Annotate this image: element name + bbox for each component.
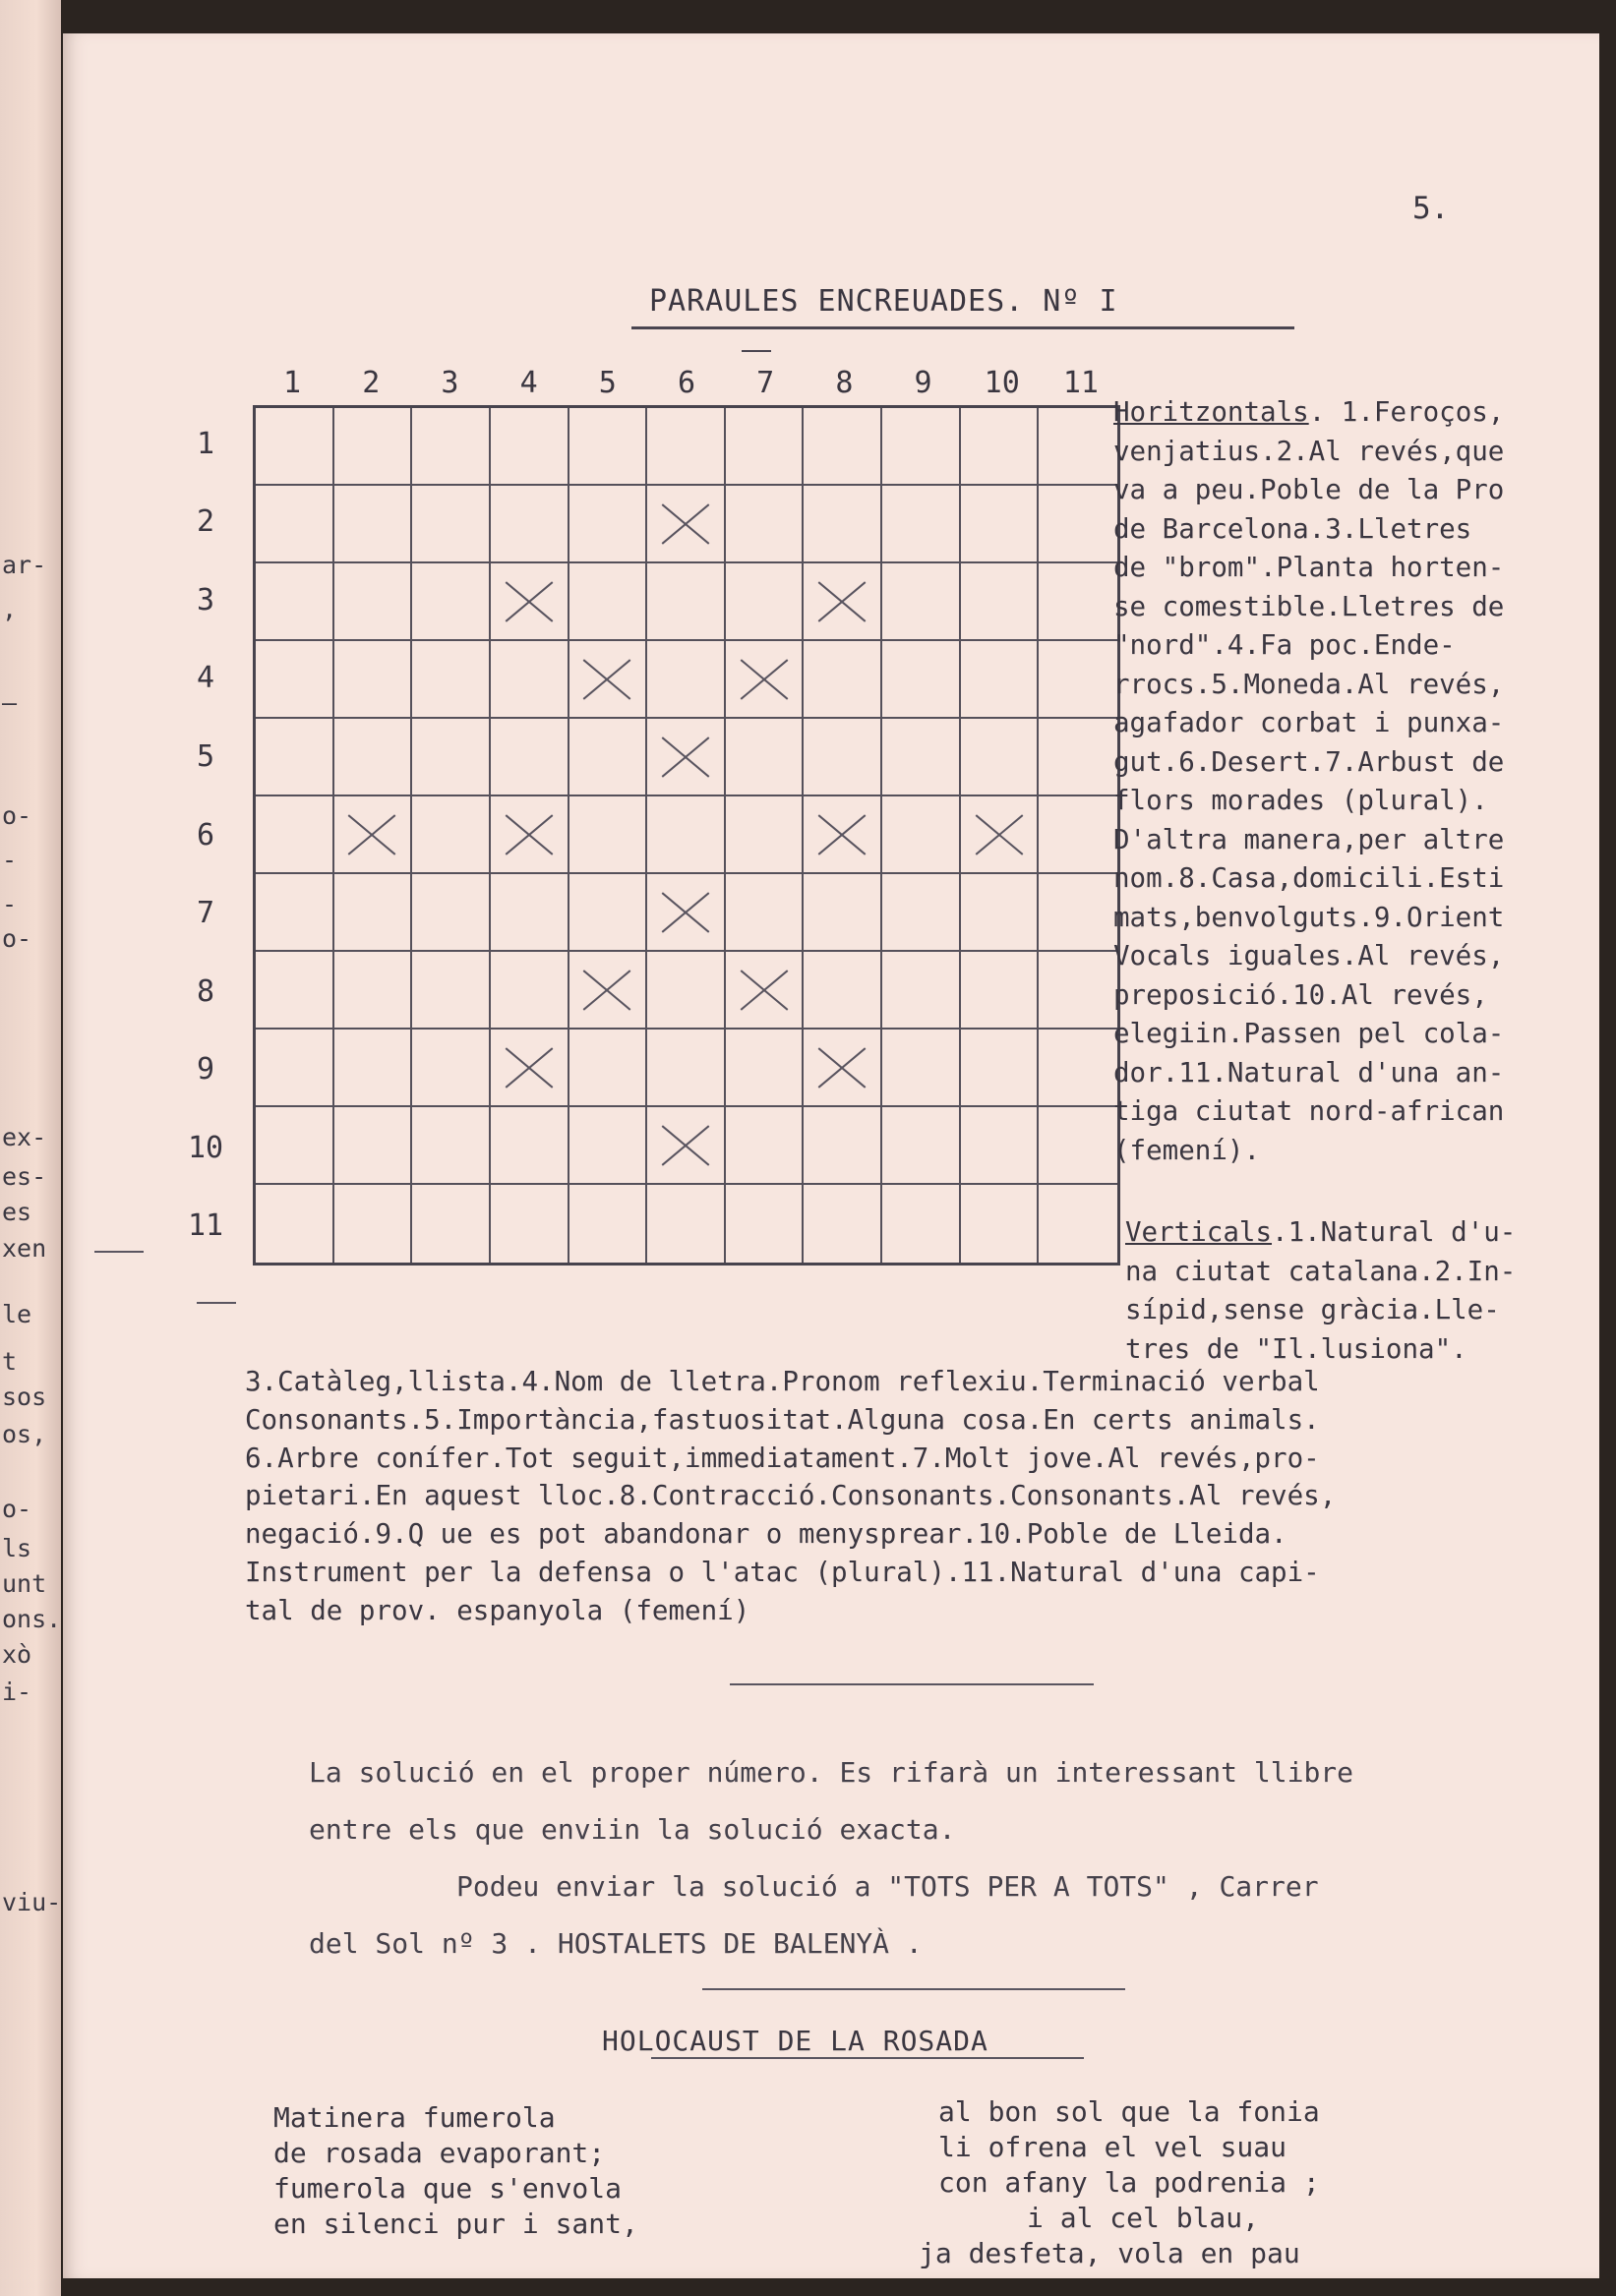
adjacent-page-fragment: i-	[2, 1678, 32, 1706]
grid-cell	[1039, 563, 1117, 641]
vertical-clue-line: tres de "Il.lusiona".	[1125, 1332, 1467, 1365]
grid-cell	[961, 563, 1040, 641]
blocked-cell	[647, 1107, 726, 1185]
grid-cell	[334, 1185, 413, 1263]
column-number: 5	[598, 366, 617, 400]
horizontal-clue-line: tiga ciutat nord-african	[1113, 1095, 1505, 1127]
grid-cell	[882, 1107, 961, 1185]
grid-cell	[412, 1107, 491, 1185]
horizontal-clue-line: de Barcelona.3.Lletres	[1113, 512, 1472, 545]
blocked-cell	[804, 796, 882, 874]
grid-cell	[334, 874, 413, 952]
adjacent-page-fragment: t	[2, 1347, 18, 1376]
grid-cell	[491, 486, 569, 563]
row-number: 5	[196, 738, 215, 774]
column-number: 11	[1062, 366, 1099, 400]
row-number: 7	[196, 896, 215, 931]
grid-cell	[412, 641, 491, 719]
horizontal-heading: Horitzontals	[1113, 396, 1309, 428]
vertical-continued-line: Instrument per la defensa o l'atac (plural).11.Natural d'una capi-	[245, 1556, 1320, 1588]
vertical-clue-line: sípid,sense gràcia.Lle-	[1125, 1294, 1500, 1325]
adjacent-page-fragment: -	[2, 846, 18, 874]
grid-cell	[334, 1107, 413, 1185]
grid-cell	[412, 1030, 491, 1107]
blocked-cell	[491, 796, 569, 874]
vertical-continued-line: pietari.En aquest lloc.8.Contracció.Consonants.Consonants.Al revés,	[245, 1480, 1337, 1512]
grid-cell	[882, 1030, 961, 1107]
poem-left-column	[273, 2100, 638, 2242]
grid-cell	[491, 952, 569, 1030]
column-number: 3	[441, 366, 459, 400]
blocked-cell	[569, 952, 648, 1030]
horizontal-clue-line: agafador corbat i punxa-	[1113, 707, 1505, 738]
vertical-continued-line: negació.9.Q ue es pot abandonar o menysprear.10.Poble de Lleida.	[245, 1518, 1287, 1551]
grid-cell	[647, 796, 726, 874]
horizontal-clue-line: se comestible.Lletres de	[1113, 590, 1505, 622]
adjacent-page-fragment: ,	[2, 595, 18, 623]
grid-cell	[256, 874, 334, 952]
grid-cell	[1039, 408, 1117, 486]
adjacent-page-fragment: es-	[2, 1162, 47, 1191]
page-number: 5.	[1412, 191, 1450, 226]
grid-cell	[961, 874, 1040, 952]
poem-line: de rosada evaporant;	[273, 2137, 606, 2169]
grid-cell	[647, 563, 726, 641]
grid-cell	[1039, 796, 1117, 874]
poem-title-underline	[651, 2057, 1084, 2059]
adjacent-page-strip	[0, 0, 61, 2296]
grid-cell	[569, 486, 648, 563]
grid-cell	[804, 641, 882, 719]
horizontal-clues	[1113, 393, 1616, 1170]
grid-cell	[334, 486, 413, 563]
vertical-clues	[1125, 1213, 1616, 1369]
row-number: 1	[196, 426, 215, 461]
blocked-cell	[647, 719, 726, 796]
horizontal-clue-line: elegiin.Passen pel cola-	[1113, 1018, 1505, 1049]
grid-cell	[961, 408, 1040, 486]
grid-cell	[1039, 486, 1117, 563]
adjacent-page-fragment: le	[2, 1300, 32, 1328]
column-number: 2	[362, 366, 381, 400]
puzzle-title: PARAULES ENCREUADES. Nº I	[649, 284, 1118, 319]
grid-cell	[412, 874, 491, 952]
row-number: 11	[187, 1208, 224, 1244]
blocked-cell	[569, 641, 648, 719]
grid-cell	[569, 563, 648, 641]
grid-cell	[726, 486, 805, 563]
adjacent-page-fragment: ls	[2, 1534, 32, 1562]
column-number: 6	[677, 366, 696, 400]
grid-cell	[726, 796, 805, 874]
grid-cell	[412, 719, 491, 796]
adjacent-page-fragment: es	[2, 1198, 32, 1226]
grid-cell	[569, 1030, 648, 1107]
grid-cell	[647, 641, 726, 719]
grid-cell	[726, 1030, 805, 1107]
column-number: 10	[984, 366, 1020, 400]
adjacent-page-fragment: o-	[2, 801, 32, 830]
grid-cell	[647, 408, 726, 486]
horizontal-clue-line: Vocals iguales.Al revés,	[1113, 940, 1505, 971]
horizontal-clue-line: de "brom".Planta horten-	[1113, 552, 1505, 583]
grid-cell	[1039, 952, 1117, 1030]
margin-dash	[197, 1302, 236, 1304]
grid-cell	[726, 874, 805, 952]
grid-cell	[882, 641, 961, 719]
grid-cell	[804, 486, 882, 563]
poem-line: ja desfeta, vola en pau	[919, 2237, 1300, 2269]
grid-cell	[961, 641, 1040, 719]
grid-cell	[882, 874, 961, 952]
horizontal-clue-line: preposició.10.Al revés,	[1113, 978, 1488, 1011]
grid-cell	[256, 486, 334, 563]
horizontal-clue-line: rrocs.5.Moneda.Al revés,	[1113, 668, 1505, 700]
vertical-continued-line: Consonants.5.Importància,fastuositat.Alguna cosa.En certs animals.	[245, 1403, 1320, 1436]
row-number: 6	[196, 817, 215, 853]
grid-cell	[256, 1185, 334, 1263]
grid-cell	[491, 874, 569, 952]
column-number: 7	[756, 366, 775, 400]
grid-cell	[882, 952, 961, 1030]
grid-cell	[1039, 1107, 1117, 1185]
solution-line: La solució en el proper número. Es rifarà un interessant llibre	[309, 1756, 1354, 1789]
horizontal-clue-line: D'altra manera,per altre	[1113, 823, 1505, 855]
vertical-clue-line: Verticals.1.Natural d'u-	[1125, 1216, 1517, 1248]
column-number: 1	[283, 366, 302, 400]
grid-cell	[256, 1030, 334, 1107]
grid-cell	[882, 408, 961, 486]
grid-cell	[491, 1185, 569, 1263]
row-number: 9	[196, 1052, 215, 1088]
adjacent-page-fragment: sos	[2, 1383, 47, 1411]
adjacent-page-fragment: o-	[2, 924, 32, 953]
row-number: 4	[196, 661, 215, 696]
grid-cell	[882, 796, 961, 874]
blocked-cell	[647, 874, 726, 952]
poem-line: Matinera fumerola	[273, 2101, 556, 2134]
horizontal-clue-line: venjatius.2.Al revés,que	[1113, 435, 1505, 467]
grid-cell	[569, 1185, 648, 1263]
blocked-cell	[804, 563, 882, 641]
blocked-cell	[726, 952, 805, 1030]
blocked-cell	[334, 796, 413, 874]
adjacent-page-fragment: o-	[2, 1495, 32, 1523]
grid-cell	[647, 952, 726, 1030]
horizontal-clue-line: flors morades (plural).	[1113, 785, 1488, 816]
vertical-heading: Verticals	[1125, 1216, 1273, 1248]
title-dash	[742, 350, 771, 352]
grid-cell	[961, 1030, 1040, 1107]
grid-cell	[412, 1185, 491, 1263]
grid-cell	[256, 408, 334, 486]
column-number: 9	[914, 366, 932, 400]
grid-cell	[412, 952, 491, 1030]
grid-cell	[726, 563, 805, 641]
grid-cell	[647, 1185, 726, 1263]
adjacent-page-fragment: xen	[2, 1234, 47, 1263]
grid-cell	[804, 719, 882, 796]
grid-cell	[412, 796, 491, 874]
horizontal-clue-line: dor.11.Natural d'una an-	[1113, 1056, 1505, 1089]
grid-cell	[256, 641, 334, 719]
horizontal-clue-line: nom.8.Casa,domicili.Esti	[1113, 862, 1505, 894]
blocked-cell	[491, 563, 569, 641]
grid-cell	[726, 719, 805, 796]
grid-cell	[882, 719, 961, 796]
row-number: 3	[196, 582, 215, 618]
horizontal-clue-line: (femení).	[1113, 1134, 1261, 1166]
horizontal-clue-line: mats,benvolguts.9.Orient	[1113, 901, 1505, 933]
grid-cell	[804, 952, 882, 1030]
grid-cell	[1039, 1185, 1117, 1263]
grid-cell	[726, 1185, 805, 1263]
grid-cell	[491, 641, 569, 719]
adjacent-page-fragment: xò	[2, 1640, 32, 1669]
row-number: 10	[187, 1130, 224, 1165]
row-number: 2	[196, 504, 215, 540]
grid-cell	[334, 952, 413, 1030]
grid-cell	[804, 1185, 882, 1263]
vertical-continued-line: 6.Arbre conífer.Tot seguit,immediatament.7.Molt jove.Al revés,pro-	[245, 1442, 1320, 1474]
grid-cell	[961, 1185, 1040, 1263]
horizontal-clue-line: Horitzontals. 1.Feroços,	[1113, 396, 1505, 428]
adjacent-page-fragment: unt	[2, 1569, 47, 1598]
grid-cell	[334, 641, 413, 719]
grid-cell	[412, 408, 491, 486]
grid-cell	[256, 719, 334, 796]
grid-cell	[334, 1030, 413, 1107]
adjacent-page-fragment: viu-	[2, 1888, 61, 1916]
grid-cell	[726, 408, 805, 486]
grid-cell	[804, 1107, 882, 1185]
blocked-cell	[647, 486, 726, 563]
poem-line: en silenci pur i sant,	[273, 2208, 638, 2240]
grid-cell	[647, 1030, 726, 1107]
solution-notice	[309, 1744, 1353, 1972]
section-divider	[702, 1988, 1125, 1990]
grid-cell	[491, 408, 569, 486]
grid-cell	[1039, 719, 1117, 796]
row-number: 8	[196, 973, 215, 1009]
grid-cell	[804, 874, 882, 952]
poem-line: al bon sol que la fonia	[938, 2095, 1320, 2128]
grid-cell	[882, 1185, 961, 1263]
vertical-clue-line: na ciutat catalana.2.In-	[1125, 1255, 1517, 1287]
grid-cell	[804, 408, 882, 486]
column-number: 8	[835, 366, 854, 400]
grid-cell	[882, 486, 961, 563]
blocked-cell	[961, 796, 1040, 874]
grid-cell	[256, 1107, 334, 1185]
grid-cell	[256, 952, 334, 1030]
grid-cell	[491, 1107, 569, 1185]
adjacent-page-fragment: ons.	[2, 1605, 61, 1633]
poem-right-column	[919, 2094, 1320, 2271]
grid-cell	[334, 719, 413, 796]
grid-cell	[334, 563, 413, 641]
horizontal-clue-line: va a peu.Poble de la Pro	[1113, 474, 1505, 505]
adjacent-page-fragment: os,	[2, 1420, 47, 1448]
vertical-clues-continued	[245, 1363, 1616, 1630]
vertical-continued-line: 3.Catàleg,llista.4.Nom de lletra.Pronom reflexiu.Terminació verbal	[245, 1366, 1320, 1397]
grid-cell	[961, 486, 1040, 563]
section-divider	[730, 1683, 1094, 1685]
poem-line: li ofrena el vel suau	[938, 2131, 1287, 2163]
grid-cell	[569, 408, 648, 486]
blocked-cell	[804, 1030, 882, 1107]
blocked-cell	[491, 1030, 569, 1107]
grid-cell	[412, 486, 491, 563]
crossword-grid	[253, 405, 1120, 1266]
column-number: 4	[519, 366, 538, 400]
horizontal-clue-line: gut.6.Desert.7.Arbust de	[1113, 745, 1505, 778]
grid-cell	[726, 1107, 805, 1185]
grid-cell	[569, 796, 648, 874]
adjacent-page-fragment: ex-	[2, 1123, 47, 1151]
title-underline	[631, 326, 1294, 329]
grid-cell	[256, 563, 334, 641]
blocked-cell	[726, 641, 805, 719]
solution-line: del Sol nº 3 . HOSTALETS DE BALENYÀ .	[309, 1927, 923, 1960]
grid-cell	[1039, 874, 1117, 952]
grid-cell	[256, 796, 334, 874]
adjacent-page-fragment: ar-	[2, 551, 47, 579]
adjacent-page-fragment: -	[2, 890, 18, 918]
grid-cell	[569, 719, 648, 796]
grid-cell	[961, 952, 1040, 1030]
vertical-continued-line: tal de prov. espanyola (femení)	[245, 1594, 750, 1626]
grid-cell	[882, 563, 961, 641]
solution-line: entre els que enviin la solució exacta.	[309, 1813, 956, 1846]
grid-cell	[569, 874, 648, 952]
grid-cell	[491, 719, 569, 796]
poem-title: HOLOCAUST DE LA ROSADA	[602, 2025, 988, 2057]
grid-cell	[334, 408, 413, 486]
grid-cell	[569, 1107, 648, 1185]
grid-cell	[412, 563, 491, 641]
grid-cell	[961, 1107, 1040, 1185]
grid-cell	[1039, 641, 1117, 719]
adjacent-page-fragment: –	[2, 688, 18, 717]
grid-cell	[961, 719, 1040, 796]
solution-line: Podeu enviar la solució a "TOTS PER A TOTS" , Carrer	[456, 1870, 1319, 1903]
poem-line: fumerola que s'envola	[273, 2172, 623, 2205]
grid-cell	[1039, 1030, 1117, 1107]
document-page	[63, 33, 1599, 2278]
horizontal-clue-line: "nord".4.Fa poc.Ende-	[1113, 629, 1456, 661]
poem-line: con afany la podrenia ;	[938, 2166, 1320, 2199]
margin-dash	[94, 1251, 144, 1253]
poem-line: i al cel blau,	[1027, 2202, 1260, 2234]
